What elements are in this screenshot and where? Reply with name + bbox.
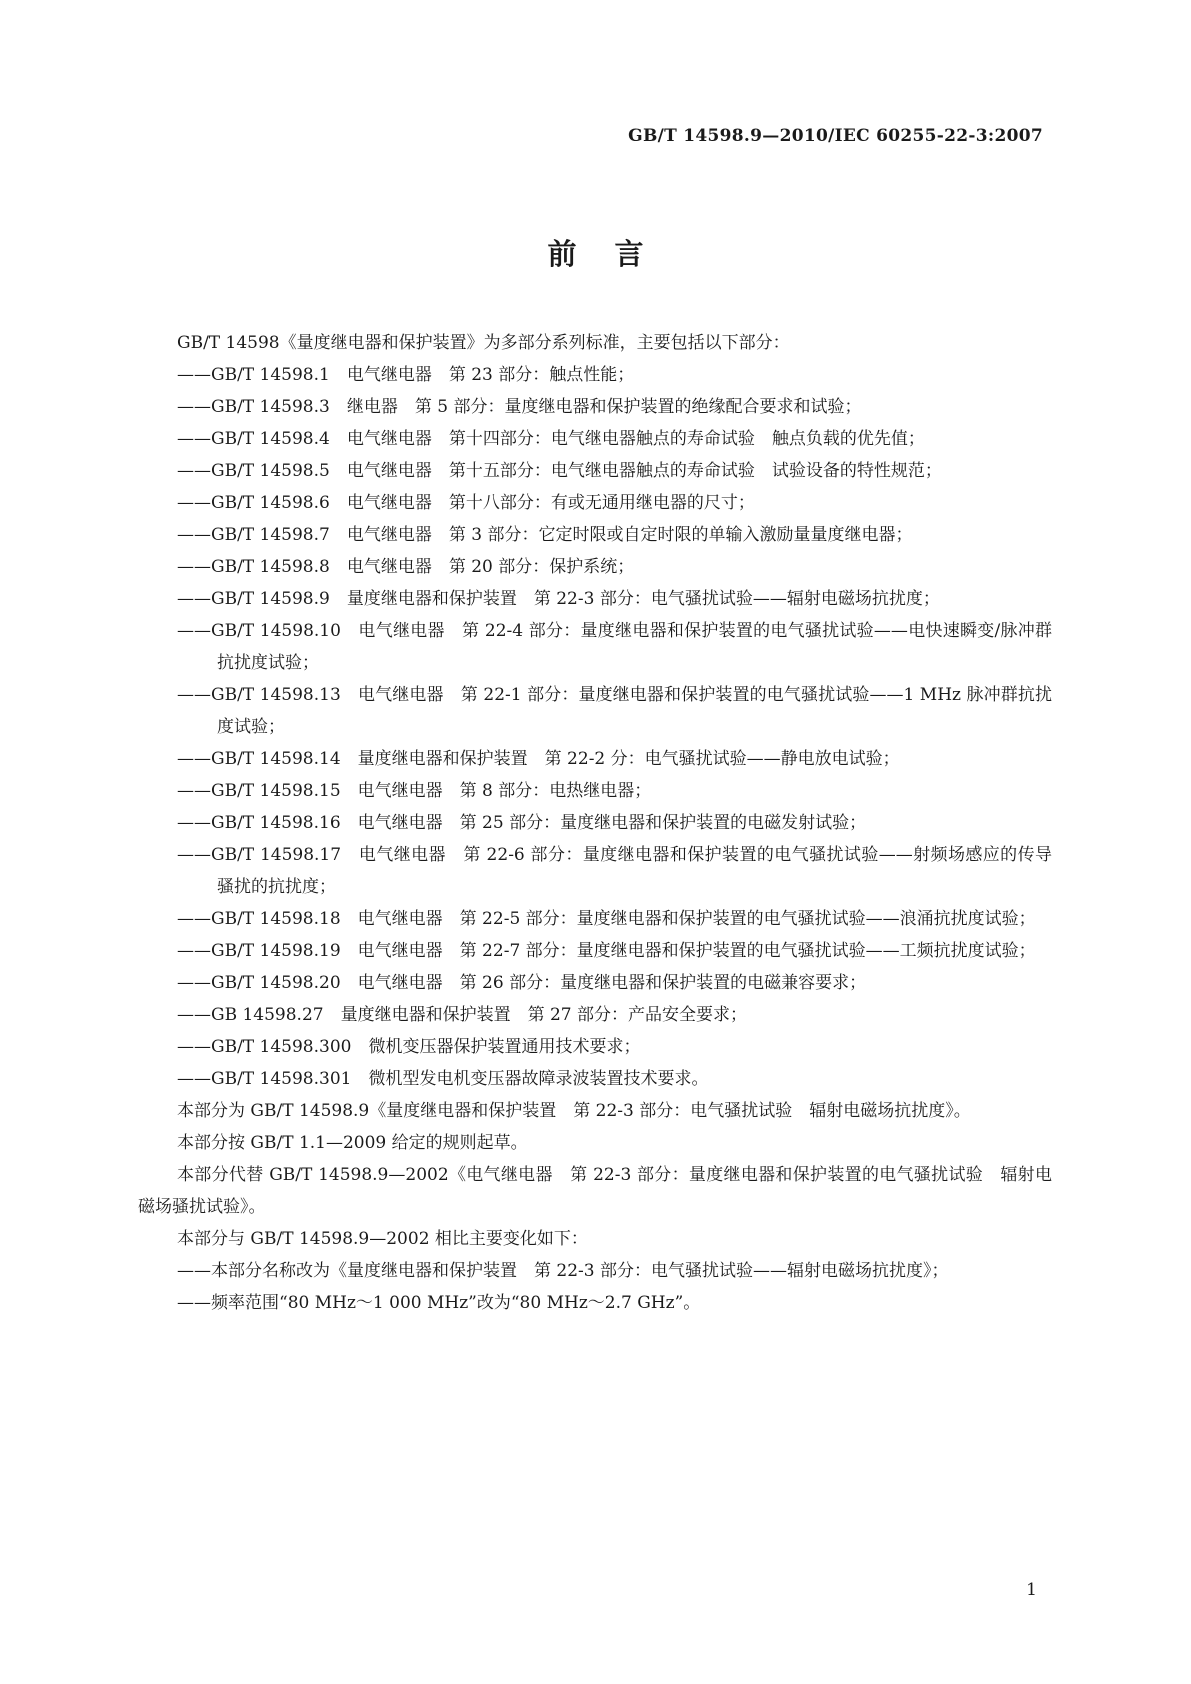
page-number: 1 [1026, 1580, 1037, 1600]
part-list-item: ——GB/T 14598.300 微机变压器保护装置通用技术要求； [177, 1037, 641, 1057]
page-title: 前言 [547, 237, 682, 271]
part-list-item: ——GB/T 14598.3 继电器 第 5 部分：量度继电器和保护装置的绝缘配合要求和试验； [177, 397, 862, 417]
part-list-item: ——GB/T 14598.10 电气继电器 第 22-4 部分：量度继电器和保护装置的电气骚扰试验——电快速瞬变/脉冲群抗扰度试验； [177, 621, 1052, 673]
part-list-item: ——GB/T 14598.5 电气继电器 第十五部分：电气继电器触点的寿命试验 试验设备的特性规范； [177, 461, 942, 481]
part-list-item: ——GB/T 14598.9 量度继电器和保护装置 第 22-3 部分：电气骚扰试验——辐射电磁场抗扰度； [177, 589, 940, 609]
drafting-paragraph: 本部分按 GB/T 1.1—2009 给定的规则起草。 [177, 1133, 528, 1153]
replaces-paragraph: 本部分代替 GB/T 14598.9—2002《电气继电器 第 22-3 部分：量度继电器和保护装置的电气骚扰试验 辐射电磁场骚扰试验》。 [138, 1165, 1052, 1217]
part-list-item: ——GB/T 14598.19 电气继电器 第 22-7 部分：量度继电器和保护装置的电气骚扰试验——工频抗扰度试验； [177, 941, 1036, 961]
part-list-item: ——GB/T 14598.15 电气继电器 第 8 部分：电热继电器； [177, 781, 652, 801]
part-list-item: ——GB/T 14598.17 电气继电器 第 22-6 部分：量度继电器和保护装置的电气骚扰试验——射频场感应的传导骚扰的抗扰度； [177, 845, 1052, 897]
part-list-item: ——GB/T 14598.20 电气继电器 第 26 部分：量度继电器和保护装置的电磁兼容要求； [177, 973, 867, 993]
part-list-item: ——GB/T 14598.8 电气继电器 第 20 部分：保护系统； [177, 557, 635, 577]
change-list-item: ——频率范围“80 MHz～1 000 MHz”改为“80 MHz～2.7 GHz”。 [177, 1293, 701, 1313]
changes-intro-paragraph: 本部分与 GB/T 14598.9—2002 相比主要变化如下： [177, 1229, 588, 1249]
change-list-item: ——本部分名称改为《量度继电器和保护装置 第 22-3 部分：电气骚扰试验——辐射电磁场抗扰度》； [177, 1261, 949, 1281]
part-list-item: ——GB/T 14598.6 电气继电器 第十八部分：有或无通用继电器的尺寸； [177, 493, 755, 513]
page-header: GB/T 14598.9—2010/IEC 60255-22-3:2007 [628, 126, 1043, 146]
part-list-item: ——GB/T 14598.1 电气继电器 第 23 部分：触点性能； [177, 365, 635, 385]
foreword-body [138, 327, 1052, 1319]
part-list-item: ——GB/T 14598.4 电气继电器 第十四部分：电气继电器触点的寿命试验 触点负载的优先值； [177, 429, 925, 449]
part-list-item: ——GB/T 14598.16 电气继电器 第 25 部分：量度继电器和保护装置的电磁发射试验； [177, 813, 867, 833]
part-list-item: ——GB/T 14598.301 微机型发电机变压器故障录波装置技术要求。 [177, 1069, 709, 1089]
part-list-item: ——GB/T 14598.7 电气继电器 第 3 部分：它定时限或自定时限的单输入激励量量度继电器； [177, 525, 913, 545]
part-list-item: ——GB/T 14598.14 量度继电器和保护装置 第 22-2 分：电气骚扰试验——静电放电试验； [177, 749, 900, 769]
this-part-paragraph: 本部分为 GB/T 14598.9《量度继电器和保护装置 第 22-3 部分：电气骚扰试验 辐射电磁场抗扰度》。 [177, 1101, 971, 1121]
part-list-item: ——GB/T 14598.18 电气继电器 第 22-5 部分：量度继电器和保护装置的电气骚扰试验——浪涌抗扰度试验； [177, 909, 1036, 929]
part-list-item: ——GB 14598.27 量度继电器和保护装置 第 27 部分：产品安全要求； [177, 1005, 748, 1025]
part-list-item: ——GB/T 14598.13 电气继电器 第 22-1 部分：量度继电器和保护装置的电气骚扰试验——1 MHz 脉冲群抗扰度试验； [177, 685, 1052, 737]
intro-paragraph: GB/T 14598《量度继电器和保护装置》为多部分系列标准，主要包括以下部分： [177, 333, 790, 353]
